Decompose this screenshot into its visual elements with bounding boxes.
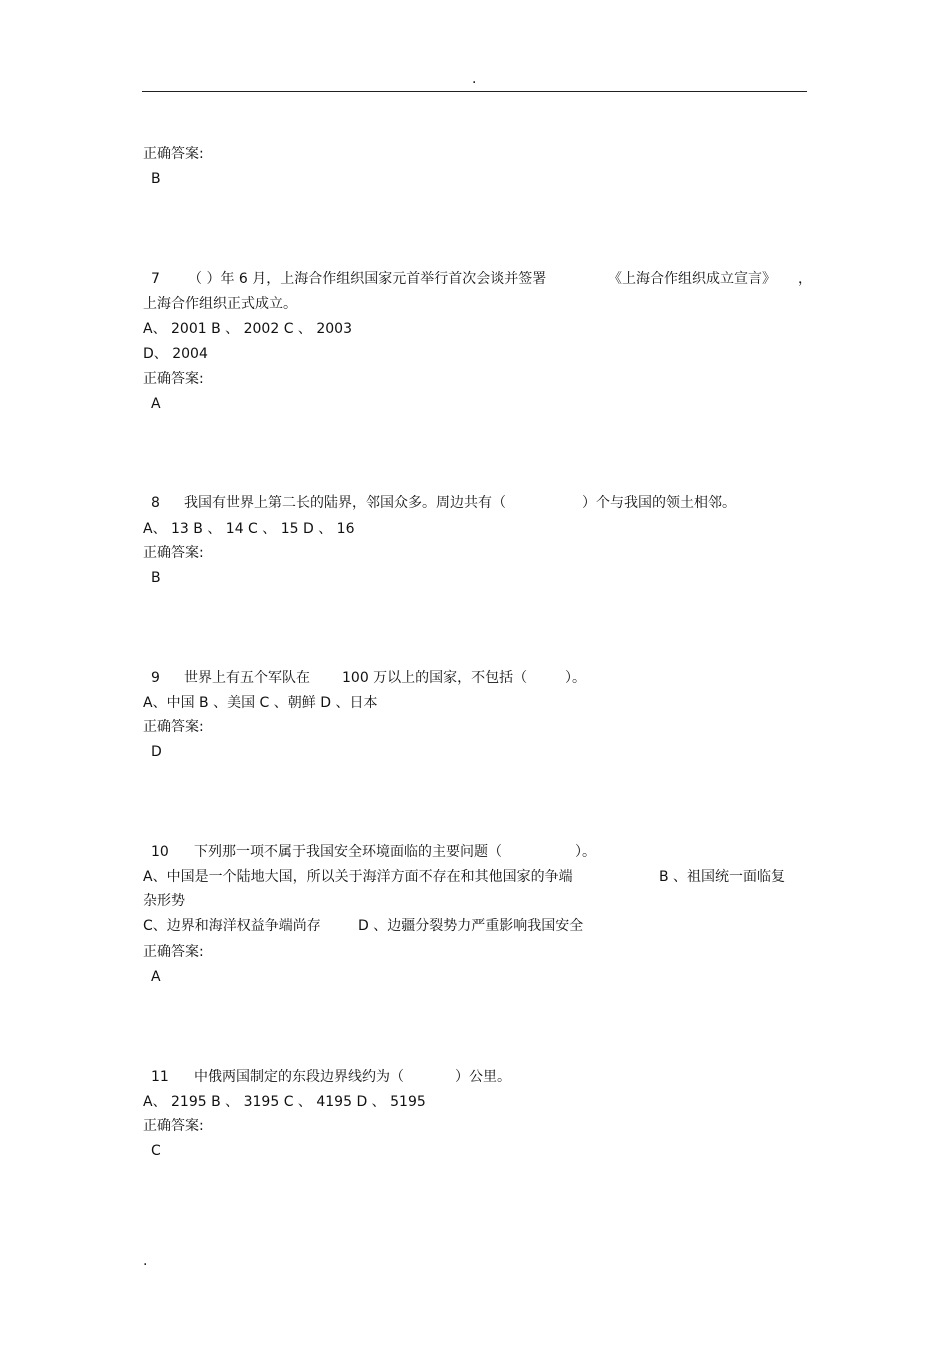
- answer-label: 正确答案:: [143, 371, 204, 387]
- answer-value: D: [151, 744, 162, 760]
- answer-label: 正确答案:: [143, 1118, 204, 1134]
- question-stem: 世界上有五个军队在: [184, 670, 310, 686]
- question-number: 8: [151, 495, 160, 511]
- question-options-line2: D、 2004: [143, 346, 208, 362]
- question-number: 10: [151, 844, 169, 860]
- answer-label: 正确答案:: [143, 719, 204, 735]
- question-stem-end: ）。: [575, 844, 596, 860]
- answer-value: A: [151, 969, 161, 985]
- question-options: A、 2001 B 、 2002 C 、 2003: [143, 321, 352, 337]
- question-option-a: A、中国是一个陆地大国，所以关于海洋方面不存在和其他国家的争端: [143, 869, 573, 885]
- question-option-b: B 、祖国统一面临复: [659, 869, 786, 885]
- question-option-b-cont: 杂形势: [143, 893, 185, 909]
- question-options: A、 2195 B 、 3195 C 、 4195 D 、 5195: [143, 1094, 426, 1110]
- answer-label: 正确答案:: [143, 146, 204, 162]
- question-stem-line2: 上海合作组织正式成立。: [143, 296, 297, 312]
- question-option-d: D 、边疆分裂势力严重影响我国安全: [358, 918, 584, 934]
- footer-dot: .: [143, 1253, 148, 1269]
- question-option-c: C、边界和海洋权益争端尚存: [143, 918, 321, 934]
- question-stem: （ ）年 6 月，上海合作组织国家元首举行首次会谈并签署: [188, 271, 547, 287]
- question-number: 7: [151, 271, 160, 287]
- question-options: A、 13 B 、 14 C 、 15 D 、 16: [143, 521, 355, 537]
- question-stem: 我国有世界上第二长的陆界，邻国众多。周边共有（: [184, 495, 506, 511]
- header-rule: [142, 91, 807, 92]
- question-stem: 中俄两国制定的东段边界线约为（: [194, 1069, 404, 1085]
- answer-value: B: [151, 171, 161, 187]
- question-stem-end: ）个与我国的领土相邻。: [582, 495, 736, 511]
- question-number: 11: [151, 1069, 169, 1085]
- question-number: 9: [151, 670, 160, 686]
- answer-value: A: [151, 396, 161, 412]
- question-stem: 下列那一项不属于我国安全环境面临的主要问题（: [194, 844, 502, 860]
- question-stem-title: 《上海合作组织成立宣言》: [608, 271, 776, 287]
- question-stem-middle: 100 万以上的国家，不包括（: [342, 670, 528, 686]
- header-dot: .: [472, 71, 477, 87]
- answer-value: B: [151, 570, 161, 586]
- answer-label: 正确答案:: [143, 545, 204, 561]
- answer-value: C: [151, 1143, 161, 1159]
- question-stem-end: ）。: [565, 670, 586, 686]
- question-stem-end: ）公里。: [455, 1069, 511, 1085]
- question-options: A、中国 B 、美国 C 、朝鲜 D 、日本: [143, 695, 378, 711]
- answer-label: 正确答案:: [143, 944, 204, 960]
- question-stem-end: ，: [798, 271, 812, 287]
